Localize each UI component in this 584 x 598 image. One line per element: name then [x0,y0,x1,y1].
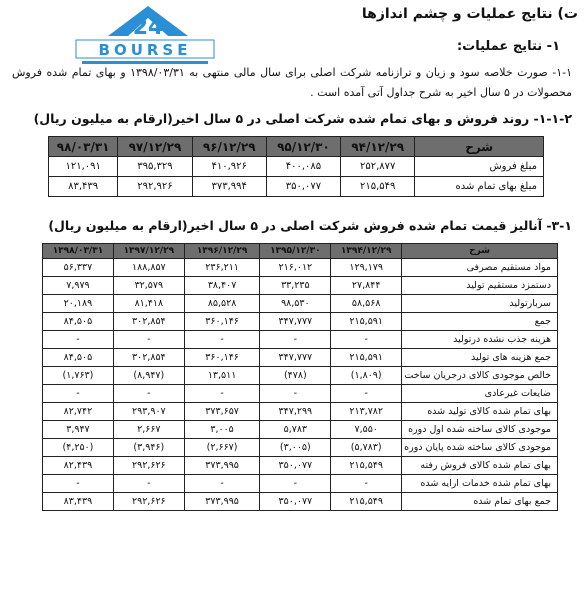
table-cell: (۳,۰۰۵) [260,439,331,457]
table-cell: ۳۸,۴۰۷ [184,277,260,295]
table-cell: ۸۱,۴۱۸ [113,295,184,313]
table-cell: ۳۷۳,۹۹۵ [184,493,260,511]
table-cell: ۲۱۵,۵۴۹ [341,177,415,197]
table-cell: ۵۶,۳۳۷ [43,259,114,277]
table-cell: ۳۰۲,۸۵۴ [113,349,184,367]
row-label: جمع بهای تمام شده [402,493,558,511]
table-cell: ۲۱۵,۵۴۹ [331,457,402,475]
table-cell: ۸۴,۵۰۵ [43,349,114,367]
table-cell: - [331,475,402,493]
column-header-description: شرح [402,244,558,259]
table-row [49,177,544,197]
table1-title: ۱-۱-۲- روند فروش و بهای تمام شده شرکت اصلی در ۵ سال اخیر(ارقام به میلیون ریال) [33,111,572,126]
table-cell: ۲,۶۶۷ [113,421,184,439]
table-cell: - [113,331,184,349]
table-cell: ۲۱۶,۰۱۲ [260,259,331,277]
row-label: مبلغ فروش [415,157,544,177]
table-row [43,277,558,295]
table-cell: ۸۳,۴۳۹ [43,493,114,511]
table-cell: ۲۵۲,۸۷۷ [341,157,415,177]
table-row [43,421,558,439]
table-row [49,157,544,177]
table-cell: ۸۳,۴۳۹ [49,177,118,197]
table-cell: - [184,331,260,349]
table-cell: ۲۱۵,۵۴۹ [331,493,402,511]
table-cell: ۷,۹۷۹ [43,277,114,295]
section-title: ت) نتایج عملیات و چشم اندازها [361,6,578,22]
table-cell: ۳,۰۰۵ [184,421,260,439]
table-cell: ۳۷۳,۹۹۴ [192,177,266,197]
table-cell: - [43,385,114,403]
table-cell: (۲,۶۶۷) [184,439,260,457]
table-cell: - [184,385,260,403]
table-cell: - [113,475,184,493]
table-cell: ۳۰۲,۸۵۴ [113,313,184,331]
table-cell: ۳۷۳,۹۹۵ [184,457,260,475]
table-row [43,439,558,457]
table-cell: ۲۱۵,۵۹۱ [331,313,402,331]
table-cell: ۳۵۰,۰۷۷ [260,493,331,511]
table-cell: - [43,475,114,493]
table-row [43,295,558,313]
row-label: مبلغ بهای تمام شده [415,177,544,197]
table-cell: ۱۲۱,۰۹۱ [49,157,118,177]
table-cell: ۲۹۲,۶۲۶ [113,457,184,475]
svg-text:BOURSE: BOURSE [98,41,192,59]
sales-trend-table [48,136,544,197]
table-row [43,403,558,421]
table-cell: ۲۹۲,۶۲۶ [113,493,184,511]
column-header-period: ۱۳۹۸/۰۳/۳۱ [43,244,114,259]
table-row [43,331,558,349]
table-cell: ۲۱۳,۷۸۲ [331,403,402,421]
column-header-period: ۹۴/۱۲/۲۹ [341,137,415,157]
table-cell: ۸۴,۵۰۵ [43,313,114,331]
table-row [43,385,558,403]
table-cell: - [260,385,331,403]
table-row [43,367,558,385]
row-label: موجودی کالای ساخته شده اول دوره [402,421,558,439]
table-cell: (۴۷۸) [260,367,331,385]
table2-title: ۳-۱- آنالیز قیمت تمام شده فروش شرکت اصلی در ۵ سال اخیر(ارقام به میلیون ریال) [48,218,572,233]
table-cell: ۲۱۵,۵۹۱ [331,349,402,367]
row-label: ضایعات غیرعادی [402,385,558,403]
row-label: دستمزد مستقیم تولید [402,277,558,295]
column-header-period: ۱۳۹۶/۱۲/۲۹ [184,244,260,259]
column-header-period: ۱۳۹۴/۱۲/۲۹ [331,244,402,259]
table-cell: (۸,۹۴۷) [113,367,184,385]
column-header-period: ۹۵/۱۲/۳۰ [266,137,340,157]
row-label: جمع [402,313,558,331]
bourse-logo [70,4,220,68]
table-cell: ۳۴۷,۷۷۷ [260,349,331,367]
table-cell: ۲۰,۱۸۹ [43,295,114,313]
row-label: موجودی کالای ساخته شده پایان دوره [402,439,558,457]
table-cell: (۳,۹۴۶) [113,439,184,457]
table-cell: - [331,331,402,349]
table-cell: ۲۹۲,۹۲۶ [118,177,192,197]
table-cell: ۹۸,۵۳۰ [260,295,331,313]
table-cell: ۳۵۰,۰۷۷ [266,177,340,197]
row-label: هزینه جذب نشده درتولید [402,331,558,349]
table-cell: ۲۷,۸۴۴ [331,277,402,295]
column-header-description: شرح [415,137,544,157]
table-header-row [49,137,544,157]
table-cell: - [260,331,331,349]
row-label: مواد مستقیم مصرفی [402,259,558,277]
table-cell: ۳۴۷,۲۹۹ [260,403,331,421]
column-header-period: ۱۳۹۵/۱۲/۳۰ [260,244,331,259]
table-cell: ۴۰۰,۰۸۵ [266,157,340,177]
table-cell: (۱,۸۰۹) [331,367,402,385]
row-label: جمع هزینه های تولید [402,349,558,367]
table-cell: ۱۲۹,۱۷۹ [331,259,402,277]
cost-analysis-table [42,243,558,511]
table-cell: ۳۶۰,۱۴۶ [184,349,260,367]
table-cell: ۳۵۰,۰۷۷ [260,457,331,475]
subsection-title: ۱- نتایج عملیات: [456,39,560,54]
table-cell: ۳۹۵,۳۲۹ [118,157,192,177]
table-row [43,475,558,493]
intro-paragraph: ۱-۱- صورت خلاصه سود و زیان و ترازنامه شرکت اصلی برای سال مالی منتهی به ۱۳۹۸/۰۳/۳۱ و بهای تمام شده فروش محصولات در ۵ سال اخیر به شرح جداول آتی آمده است . [12,66,572,99]
row-label: خالص موجودی کالای درجریان ساخت [402,367,558,385]
table-cell: (۱,۷۶۳) [43,367,114,385]
table-cell: ۳۳,۲۳۵ [260,277,331,295]
table-cell: ۷,۵۵۰ [331,421,402,439]
table-cell: ۳,۹۴۷ [43,421,114,439]
table-row [43,259,558,277]
row-label: بهای تمام شده خدمات ارایه شده [402,475,558,493]
table-row [43,457,558,475]
table-cell: - [331,385,402,403]
column-header-period: ۹۷/۱۲/۲۹ [118,137,192,157]
table-cell: ۱۸۸,۸۵۷ [113,259,184,277]
table-cell: ۴۱۰,۹۲۶ [192,157,266,177]
table-cell: - [43,331,114,349]
table-row [43,313,558,331]
table-row [43,493,558,511]
table-cell: ۵۸,۵۶۸ [331,295,402,313]
table-cell: ۸۲,۴۳۹ [43,457,114,475]
column-header-period: ۹۸/۰۳/۳۱ [49,137,118,157]
table-cell: ۱۳,۵۱۱ [184,367,260,385]
table-cell: - [260,475,331,493]
table-cell: ۳۶۰,۱۴۶ [184,313,260,331]
table-cell: (۴,۲۵۰) [43,439,114,457]
table-cell: (۵,۷۸۳) [331,439,402,457]
table-cell: ۳۷۳,۶۵۷ [184,403,260,421]
table-cell: ۳۴۷,۷۷۷ [260,313,331,331]
table-cell: - [113,385,184,403]
table-cell: ۸۵,۵۲۸ [184,295,260,313]
svg-text:24: 24 [132,15,164,40]
table-cell: ۵,۷۸۳ [260,421,331,439]
table-cell: - [184,475,260,493]
table-header-row [43,244,558,259]
table-cell: ۸۲,۷۴۲ [43,403,114,421]
row-label: بهای تمام شده کالای فروش رفته [402,457,558,475]
table-cell: ۲۹۳,۹۰۷ [113,403,184,421]
row-label: سربارتولید [402,295,558,313]
table-row [43,349,558,367]
table-cell: ۲۳۶,۲۱۱ [184,259,260,277]
column-header-period: ۹۶/۱۲/۲۹ [192,137,266,157]
column-header-period: ۱۳۹۷/۱۲/۲۹ [113,244,184,259]
row-label: بهای تمام شده کالای تولید شده [402,403,558,421]
table-cell: ۳۲,۵۷۹ [113,277,184,295]
